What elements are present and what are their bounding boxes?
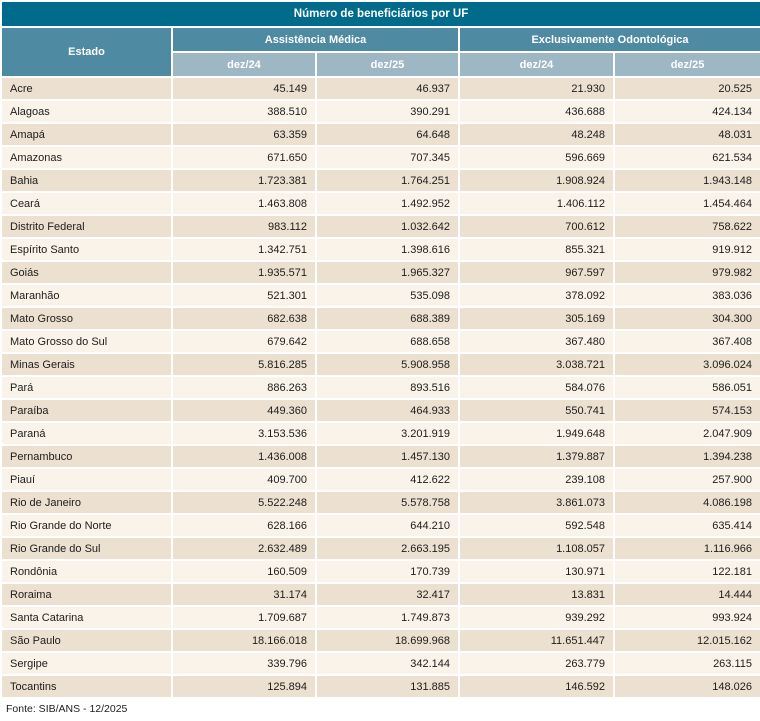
- value-cell: 130.971: [459, 560, 614, 583]
- value-cell: 688.389: [316, 307, 459, 330]
- value-cell: 1.943.148: [614, 169, 760, 192]
- value-cell: 1.406.112: [459, 192, 614, 215]
- value-cell: 671.650: [172, 146, 316, 169]
- state-cell: Sergipe: [1, 652, 172, 675]
- state-cell: Roraima: [1, 583, 172, 606]
- table-row: [1, 652, 760, 675]
- table-row: [1, 537, 760, 560]
- value-cell: 979.982: [614, 261, 760, 284]
- value-cell: 13.831: [459, 583, 614, 606]
- value-cell: 5.522.248: [172, 491, 316, 514]
- value-cell: 5.578.758: [316, 491, 459, 514]
- value-cell: 12.015.162: [614, 629, 760, 652]
- title-row: [1, 1, 760, 27]
- value-cell: 886.263: [172, 376, 316, 399]
- value-cell: 1.463.808: [172, 192, 316, 215]
- value-cell: 1.398.616: [316, 238, 459, 261]
- value-cell: 1.935.571: [172, 261, 316, 284]
- value-cell: 1.709.687: [172, 606, 316, 629]
- value-cell: 339.796: [172, 652, 316, 675]
- value-cell: 592.548: [459, 514, 614, 537]
- value-cell: 170.739: [316, 560, 459, 583]
- value-cell: 367.408: [614, 330, 760, 353]
- subheader-eo-dez24: dez/24: [459, 52, 614, 77]
- table-row: [1, 491, 760, 514]
- value-cell: 1.764.251: [316, 169, 459, 192]
- value-cell: 436.688: [459, 100, 614, 123]
- value-cell: 305.169: [459, 307, 614, 330]
- value-cell: 5.908.958: [316, 353, 459, 376]
- value-cell: 45.149: [172, 77, 316, 100]
- value-cell: 304.300: [614, 307, 760, 330]
- state-cell: Bahia: [1, 169, 172, 192]
- table-row: [1, 445, 760, 468]
- value-cell: 700.612: [459, 215, 614, 238]
- value-cell: 644.210: [316, 514, 459, 537]
- value-cell: 707.345: [316, 146, 459, 169]
- value-cell: 239.108: [459, 468, 614, 491]
- value-cell: 21.930: [459, 77, 614, 100]
- value-cell: 621.534: [614, 146, 760, 169]
- value-cell: 855.321: [459, 238, 614, 261]
- value-cell: 1.492.952: [316, 192, 459, 215]
- table-row: [1, 169, 760, 192]
- subheader-am-dez24: dez/24: [172, 52, 316, 77]
- table-row: [1, 100, 760, 123]
- subheader-am-dez25: dez/25: [316, 52, 459, 77]
- state-cell: Acre: [1, 77, 172, 100]
- value-cell: 131.885: [316, 675, 459, 698]
- value-cell: 919.912: [614, 238, 760, 261]
- value-cell: 18.166.018: [172, 629, 316, 652]
- value-cell: 758.622: [614, 215, 760, 238]
- table-row: [1, 399, 760, 422]
- value-cell: 5.816.285: [172, 353, 316, 376]
- value-cell: 32.417: [316, 583, 459, 606]
- table-row: [1, 560, 760, 583]
- value-cell: 449.360: [172, 399, 316, 422]
- value-cell: 1.436.008: [172, 445, 316, 468]
- state-cell: Amapá: [1, 123, 172, 146]
- table-row: [1, 330, 760, 353]
- state-cell: Tocantins: [1, 675, 172, 698]
- value-cell: 635.414: [614, 514, 760, 537]
- value-cell: 550.741: [459, 399, 614, 422]
- value-cell: 1.454.464: [614, 192, 760, 215]
- value-cell: 1.379.887: [459, 445, 614, 468]
- value-cell: 3.038.721: [459, 353, 614, 376]
- value-cell: 11.651.447: [459, 629, 614, 652]
- value-cell: 2.047.909: [614, 422, 760, 445]
- state-cell: Mato Grosso: [1, 307, 172, 330]
- source-note: Fonte: SIB/ANS - 12/2025: [6, 703, 128, 715]
- value-cell: 521.301: [172, 284, 316, 307]
- table-row: [1, 606, 760, 629]
- table-row: [1, 376, 760, 399]
- value-cell: 2.632.489: [172, 537, 316, 560]
- value-cell: 146.592: [459, 675, 614, 698]
- state-cell: Piauí: [1, 468, 172, 491]
- value-cell: 125.894: [172, 675, 316, 698]
- value-cell: 939.292: [459, 606, 614, 629]
- value-cell: 1.108.057: [459, 537, 614, 560]
- value-cell: 263.779: [459, 652, 614, 675]
- state-cell: Distrito Federal: [1, 215, 172, 238]
- state-cell: Rondônia: [1, 560, 172, 583]
- value-cell: 31.174: [172, 583, 316, 606]
- value-cell: 1.965.327: [316, 261, 459, 284]
- value-cell: 586.051: [614, 376, 760, 399]
- value-cell: 148.026: [614, 675, 760, 698]
- value-cell: 48.248: [459, 123, 614, 146]
- value-cell: 122.181: [614, 560, 760, 583]
- state-cell: Rio Grande do Sul: [1, 537, 172, 560]
- value-cell: 1.457.130: [316, 445, 459, 468]
- group-header-row: [1, 27, 760, 52]
- value-cell: 1.116.966: [614, 537, 760, 560]
- table-row: [1, 215, 760, 238]
- table-row: [1, 123, 760, 146]
- table-row: [1, 514, 760, 537]
- value-cell: 14.444: [614, 583, 760, 606]
- value-cell: 574.153: [614, 399, 760, 422]
- table-row: [1, 77, 760, 100]
- value-cell: 1.342.751: [172, 238, 316, 261]
- table-row: [1, 468, 760, 491]
- state-cell: Maranhão: [1, 284, 172, 307]
- value-cell: 4.086.198: [614, 491, 760, 514]
- value-cell: 160.509: [172, 560, 316, 583]
- value-cell: 3.096.024: [614, 353, 760, 376]
- table-row: [1, 353, 760, 376]
- value-cell: 1.949.648: [459, 422, 614, 445]
- value-cell: 378.092: [459, 284, 614, 307]
- value-cell: 1.032.642: [316, 215, 459, 238]
- state-cell: Pernambuco: [1, 445, 172, 468]
- table-body: [1, 77, 760, 698]
- value-cell: 584.076: [459, 376, 614, 399]
- value-cell: 993.924: [614, 606, 760, 629]
- state-cell: Minas Gerais: [1, 353, 172, 376]
- state-cell: Pará: [1, 376, 172, 399]
- value-cell: 596.669: [459, 146, 614, 169]
- column-group-exclusivamente-odontologica: Exclusivamente Odontológica: [459, 27, 760, 52]
- value-cell: 257.900: [614, 468, 760, 491]
- state-cell: São Paulo: [1, 629, 172, 652]
- state-cell: Alagoas: [1, 100, 172, 123]
- value-cell: 63.359: [172, 123, 316, 146]
- value-cell: 3.861.073: [459, 491, 614, 514]
- table-row: [1, 583, 760, 606]
- value-cell: 388.510: [172, 100, 316, 123]
- value-cell: 535.098: [316, 284, 459, 307]
- value-cell: 2.663.195: [316, 537, 459, 560]
- value-cell: 20.525: [614, 77, 760, 100]
- state-cell: Santa Catarina: [1, 606, 172, 629]
- value-cell: 1.908.924: [459, 169, 614, 192]
- state-cell: Paraná: [1, 422, 172, 445]
- value-cell: 383.036: [614, 284, 760, 307]
- state-cell: Mato Grosso do Sul: [1, 330, 172, 353]
- value-cell: 367.480: [459, 330, 614, 353]
- state-cell: Espírito Santo: [1, 238, 172, 261]
- value-cell: 48.031: [614, 123, 760, 146]
- table-title: Número de beneficiários por UF: [1, 1, 760, 27]
- value-cell: 1.394.238: [614, 445, 760, 468]
- value-cell: 628.166: [172, 514, 316, 537]
- state-cell: Amazonas: [1, 146, 172, 169]
- state-cell: Paraíba: [1, 399, 172, 422]
- value-cell: 1.749.873: [316, 606, 459, 629]
- value-cell: 64.648: [316, 123, 459, 146]
- table-row: [1, 192, 760, 215]
- value-cell: 342.144: [316, 652, 459, 675]
- value-cell: 464.933: [316, 399, 459, 422]
- table-row: [1, 284, 760, 307]
- value-cell: 390.291: [316, 100, 459, 123]
- table-row: [1, 307, 760, 330]
- table-row: [1, 238, 760, 261]
- table-row: [1, 629, 760, 652]
- state-cell: Rio de Janeiro: [1, 491, 172, 514]
- value-cell: 424.134: [614, 100, 760, 123]
- value-cell: 18.699.968: [316, 629, 459, 652]
- value-cell: 1.723.381: [172, 169, 316, 192]
- table-row: [1, 422, 760, 445]
- column-group-assistencia-medica: Assistência Médica: [172, 27, 459, 52]
- table-row: [1, 261, 760, 284]
- value-cell: 3.201.919: [316, 422, 459, 445]
- value-cell: 893.516: [316, 376, 459, 399]
- column-header-estado: Estado: [1, 27, 172, 77]
- value-cell: 46.937: [316, 77, 459, 100]
- value-cell: 3.153.536: [172, 422, 316, 445]
- value-cell: 682.638: [172, 307, 316, 330]
- value-cell: 679.642: [172, 330, 316, 353]
- value-cell: 967.597: [459, 261, 614, 284]
- subheader-eo-dez25: dez/25: [614, 52, 760, 77]
- value-cell: 263.115: [614, 652, 760, 675]
- state-cell: Ceará: [1, 192, 172, 215]
- value-cell: 983.112: [172, 215, 316, 238]
- value-cell: 412.622: [316, 468, 459, 491]
- value-cell: 409.700: [172, 468, 316, 491]
- value-cell: 688.658: [316, 330, 459, 353]
- table-row: [1, 675, 760, 698]
- state-cell: Rio Grande do Norte: [1, 514, 172, 537]
- state-cell: Goiás: [1, 261, 172, 284]
- table-row: [1, 146, 760, 169]
